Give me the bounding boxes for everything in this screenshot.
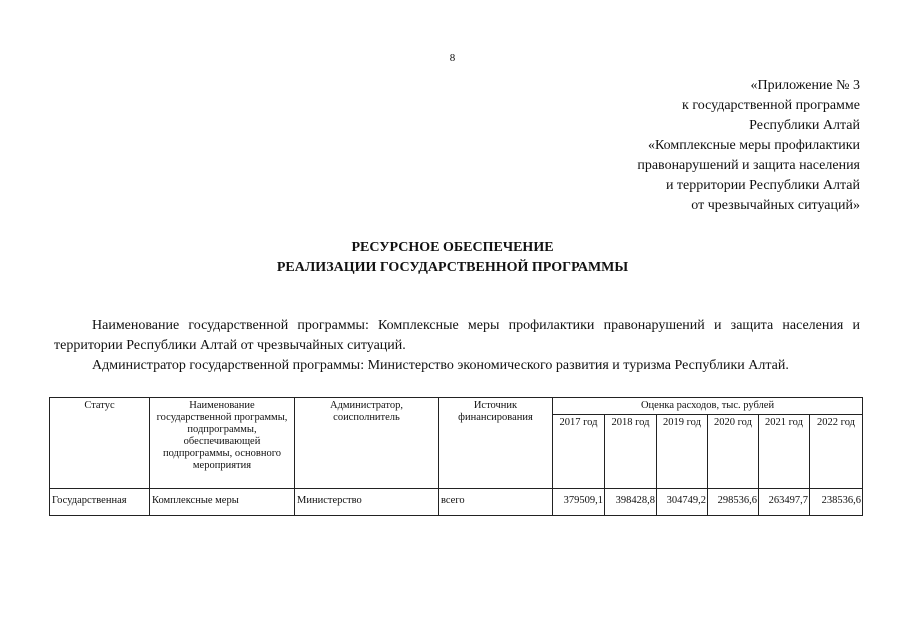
header-status: Статус: [50, 398, 150, 489]
appendix-line: к государственной программе: [682, 98, 860, 113]
header-year: 2017 год: [553, 415, 605, 489]
cell-status: Государственная: [50, 489, 150, 516]
appendix-line: «Приложение № 3: [750, 78, 860, 93]
header-name: Наименование государственной программы, подпрограммы, обеспечивающей подпрограммы, основного мероприятия: [150, 398, 295, 489]
header-year: 2020 год: [708, 415, 759, 489]
header-year: 2021 год: [759, 415, 810, 489]
cell-name: Комплексные меры: [150, 489, 295, 516]
heading-line-1: РЕСУРСНОЕ ОБЕСПЕЧЕНИЕ: [351, 240, 554, 255]
table-row: [50, 489, 863, 516]
cell-source: всего: [439, 489, 553, 516]
header-year: 2019 год: [657, 415, 708, 489]
header-admin: Администратор, соисполнитель: [295, 398, 439, 489]
header-estimate: Оценка расходов, тыс. рублей: [553, 398, 863, 415]
cell-value: 304749,2: [657, 489, 708, 516]
cell-value: 398428,8: [605, 489, 657, 516]
intro-text: [54, 316, 860, 376]
appendix-line: и территории Республики Алтай: [665, 178, 860, 193]
appendix-line: от чрезвычайных ситуаций»: [691, 198, 860, 213]
appendix-block: [637, 76, 860, 216]
cell-value: 298536,6: [708, 489, 759, 516]
cell-value: 263497,7: [759, 489, 810, 516]
appendix-line: правонарушений и защита населения: [637, 158, 860, 173]
header-source: Источник финансирования: [439, 398, 553, 489]
document-heading: [0, 238, 905, 278]
appendix-line: Республики Алтай: [749, 118, 860, 133]
appendix-line: «Комплексные меры профилактики: [648, 138, 860, 153]
header-year: 2022 год: [810, 415, 863, 489]
administrator-paragraph: Администратор государственной программы: Министерство экономического развития и туризма Республики Алтай.: [92, 358, 789, 373]
resources-table: [49, 397, 863, 516]
heading-line-2: РЕАЛИЗАЦИИ ГОСУДАРСТВЕННОЙ ПРОГРАММЫ: [276, 260, 629, 275]
program-name-paragraph: Наименование государственной программы: Комплексные меры профилактики правонарушений и защита населения и территории Республики Алтай от чрезвычайных ситуаций.: [54, 318, 860, 353]
cell-value: 238536,6: [810, 489, 863, 516]
cell-value: 379509,1: [553, 489, 605, 516]
page-number: 8: [449, 52, 456, 64]
cell-admin: Министерство: [295, 489, 439, 516]
header-year: 2018 год: [605, 415, 657, 489]
